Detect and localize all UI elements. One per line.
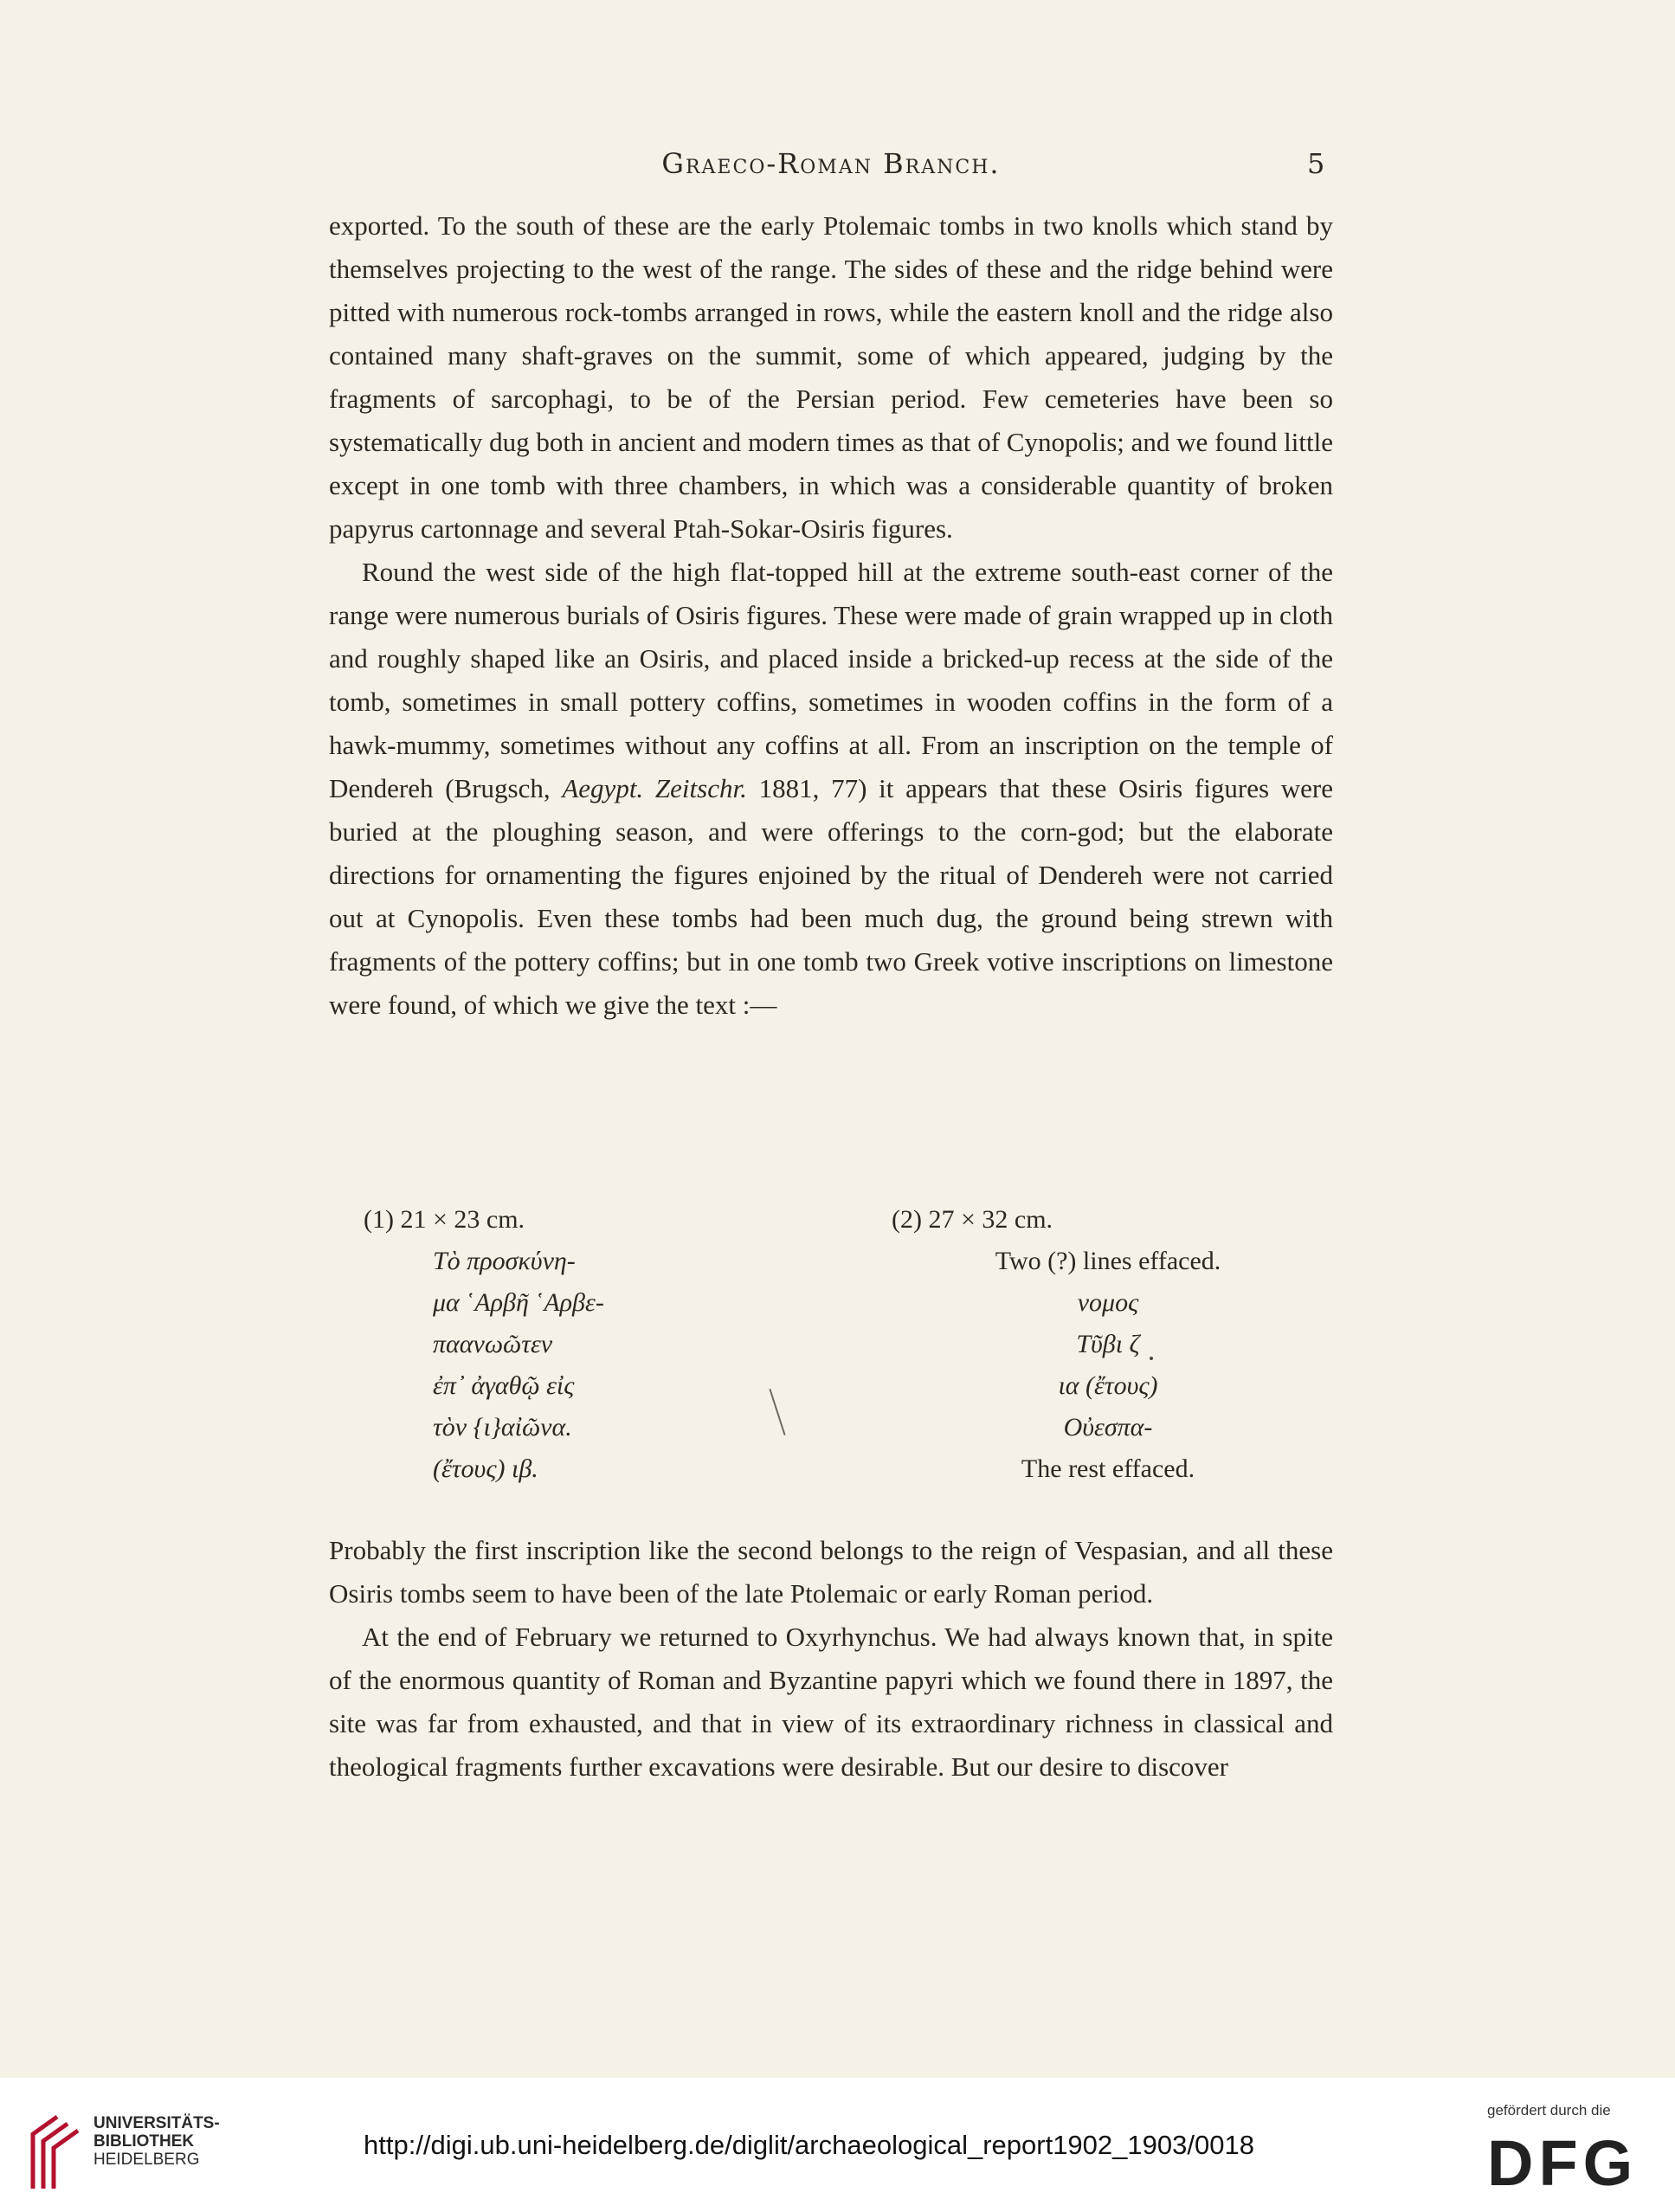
library-name-line: HEIDELBERG [93, 2151, 200, 2169]
paragraph-2-text-cont: 1881, 77) it appears that these Osiris figures were buried at the ploughing season, and were offerings to the corn-god; but the elaborate directions for ornamenting the figures enjoined by the ritual of Dendereh were not carried out at Cynopolis. Even these tombs had been much dug, the ground being strewn with fragments of the pottery coffins; but in one tomb two Greek votive inscriptions on limestone were found, of which we give the text :— [329, 773, 1333, 1020]
inscription-2 [892, 1199, 1342, 1490]
inscription-1 [364, 1199, 796, 1490]
body-text-top [329, 204, 1333, 1027]
library-name-line: BIBLIOTHEK [93, 2132, 195, 2151]
ub-heidelberg-logo-icon [24, 2112, 85, 2190]
paragraph-4: At the end of February we returned to Oxyrhynchus. We had always known that, in spite of the enormous quantity of Roman and Byzantine papyri which we found there in 1897, the site was far from exhausted, and that in view of its extraordinary richness in classical and theological fragments further excavations were desirable. But our desire to discover [329, 1622, 1333, 1782]
page-number: 5 [1307, 147, 1325, 180]
inscription-1-line: πααvωῶτεν [433, 1330, 553, 1358]
library-name-line: UNIVERSITÄTS- [93, 2114, 220, 2132]
inscription-1-line: μα ῾Αρβῆ ῾Αρβε- [433, 1288, 604, 1317]
permalink-url[interactable]: http://digi.ub.uni-heidelberg.de/diglit/archaeological_report1902_1903/0018 [364, 2130, 1254, 2160]
inscription-2-line: νομος [1077, 1288, 1139, 1317]
inscription-2-heading: (2) 27 × 32 cm. [892, 1205, 1053, 1234]
dfg-logo-icon [1487, 2131, 1652, 2192]
ink-speck [1150, 1357, 1153, 1360]
inscription-1-line: Τὸ προσκύνη- [433, 1247, 576, 1275]
inscription-2-line: Οὐεσπα- [1063, 1413, 1153, 1441]
inscription-2-line: ια (ἔτους) [1058, 1371, 1158, 1400]
body-text-bottom [329, 1529, 1333, 1789]
paragraph-3: Probably the first inscription like the second belongs to the reign of Vespasian, and all these Osiris tombs seem to have been of the late Ptolemaic or early Roman period. [329, 1535, 1333, 1609]
inscription-2-line: Τῦβι ζ [1076, 1330, 1140, 1358]
inscription-1-line: (ἔτους) ιβ. [433, 1454, 538, 1483]
running-head: Graeco-Roman Branch. [661, 147, 1001, 180]
inscription-1-line: τὸν {ι}αἰῶνα. [433, 1413, 572, 1441]
funding-label: gefördert durch die [1487, 2102, 1611, 2118]
inscription-2-note: The rest effaced. [1021, 1454, 1195, 1483]
paragraph-1: exported. To the south of these are the early Ptolemaic tombs in two knolls which stand by themselves projecting to the west of the range. The sides of these and the ridge behind were pitted with numerous rock-tombs arranged in rows, while the eastern knoll and the ridge also contained many shaft-graves on the summit, some of which appeared, judging by the fragments of sarcophagi, to be of the Persian period. Few cemeteries have been so systematically dug both in ancient and modern times as that of Cynopolis; and we found little except in one tomb with three chambers, in which was a considerable quantity of broken papyrus cartonnage and several Ptah-Sokar-Osiris figures. [329, 210, 1333, 544]
journal-citation: Aegypt. Zeitschr. [562, 773, 747, 803]
inscription-1-line: ἐπ᾽ ἀγαθῷ εἰς [433, 1371, 575, 1400]
digitization-footer [0, 2078, 1675, 2212]
paragraph-2-text: Round the west side of the high flat-topped hill at the extreme south-east corner of the range were numerous burials of Osiris figures. These were made of grain wrapped up in cloth and roughly shaped like an Osiris, and placed inside a bricked-up recess at the side of the tomb, sometimes in small pottery coffins, sometimes in wooden coffins in the form of a hawk-mummy, sometimes without any coffins at all. From an inscription on the temple of Dendereh (Brugsch, [329, 557, 1333, 803]
dfg-logo-text: DFG [1487, 2131, 1639, 2192]
paragraph-2 [329, 551, 1333, 1027]
library-name [93, 2114, 220, 2169]
inscription-2-note: Two (?) lines effaced. [995, 1247, 1221, 1275]
inscription-texts [329, 1199, 1333, 1493]
inscription-1-heading: (1) 21 × 23 cm. [364, 1205, 525, 1234]
